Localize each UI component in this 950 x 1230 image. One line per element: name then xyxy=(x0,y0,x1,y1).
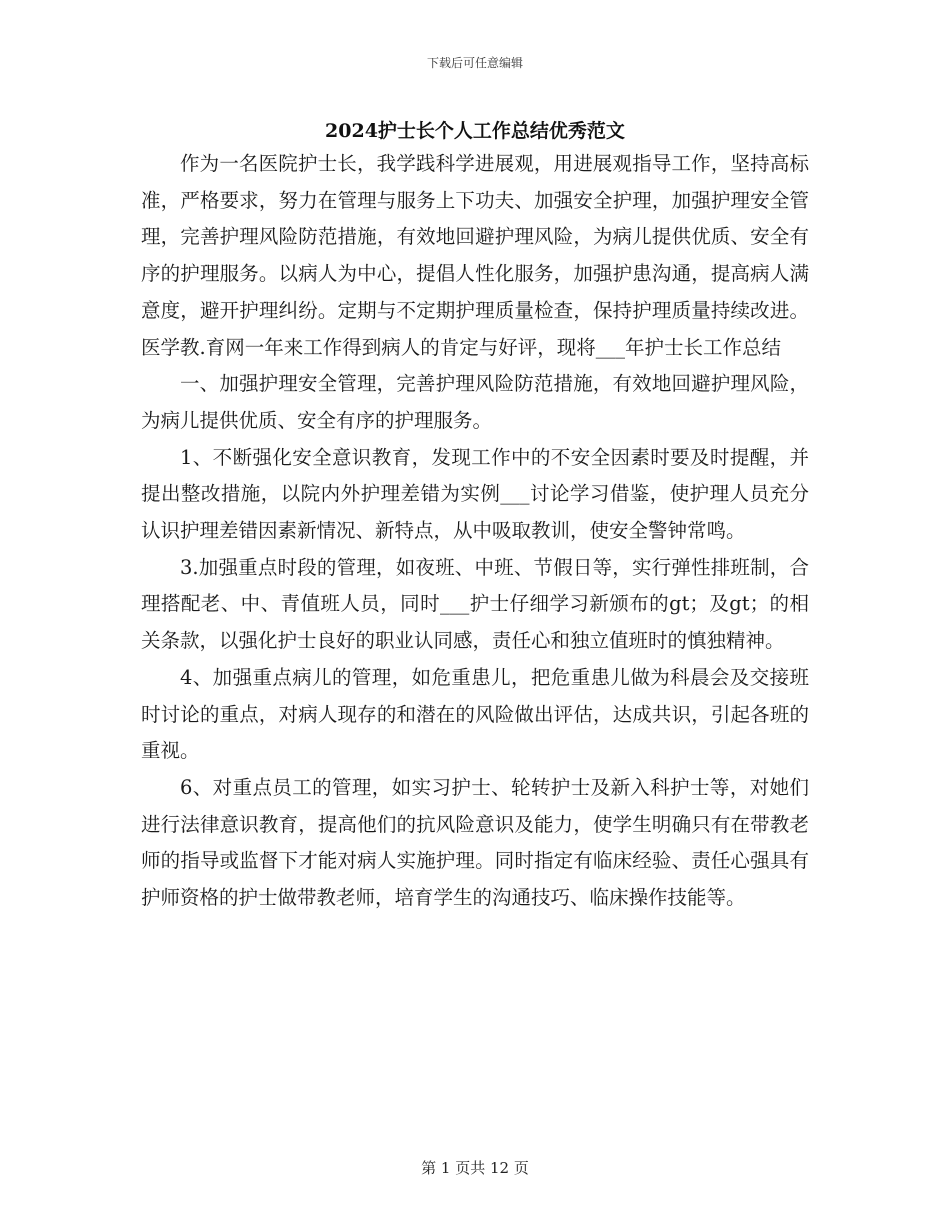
document-title: 2024护士长个人工作总结优秀范文 xyxy=(325,120,625,142)
paragraph-item-6: 6、对重点员工的管理，如实习护士、轮转护士及新入科护士等，对她们进行法律意识教育，提高他们的抗风险意识及能力，使学生明确只有在带教老师的指导或监督下才能对病人实施护理。同时指定有临床经验、责任心强具有护师资格的护士做带教老师，培育学生的沟通技巧、临床操作技能等。 xyxy=(141,775,809,910)
paragraph-intro: 作为一名医院护士长，我学践科学进展观，用进展观指导工作，坚持高标准，严格要求，努力在管理与服务上下功夫、加强安全护理，加强护理安全管理，完善护理风险防范措施，有效地回避护理风险，为病儿提供优质、安全有序的护理服务。以病人为中心，提倡人性化服务，加强护患沟通，提高病人满意度，避开护理纠纷。定期与不定期护理质量检查，保持护理质量持续改进。医学教.育网一年来工作得到病人的肯定与好评，现将___年护士长工作总结 xyxy=(141,152,809,359)
paragraph-section-1: 一、加强护理安全管理，完善护理风险防范措施，有效地回避护理风险，为病儿提供优质、安全有序的护理服务。 xyxy=(141,372,809,432)
document-body xyxy=(141,146,809,917)
paragraph-item-1: 1、不断强化安全意识教育，发现工作中的不安全因素时要及时提醒，并提出整改措施，以院内外护理差错为实例___讨论学习借鉴，使护理人员充分认识护理差错因素新情况、新特点，从中吸取教训，使安全警钟常鸣。 xyxy=(141,445,809,543)
header-note: 下载后可任意编辑 xyxy=(426,56,523,70)
paragraph-item-3: 3.加强重点时段的管理，如夜班、中班、节假日等，实行弹性排班制，合理搭配老、中、青值班人员，同时___护士仔细学习新颁布的gt；及gt；的相关条款，以强化护士良好的职业认同感，责任心和独立值班时的慎独精神。 xyxy=(141,555,809,653)
paragraph-item-4: 4、加强重点病儿的管理，如危重患儿，把危重患儿做为科晨会及交接班时讨论的重点，对病人现存的和潜在的风险做出评估，达成共识，引起各班的重视。 xyxy=(141,665,809,763)
page-number: 第 1 页共 12 页 xyxy=(421,1159,529,1177)
